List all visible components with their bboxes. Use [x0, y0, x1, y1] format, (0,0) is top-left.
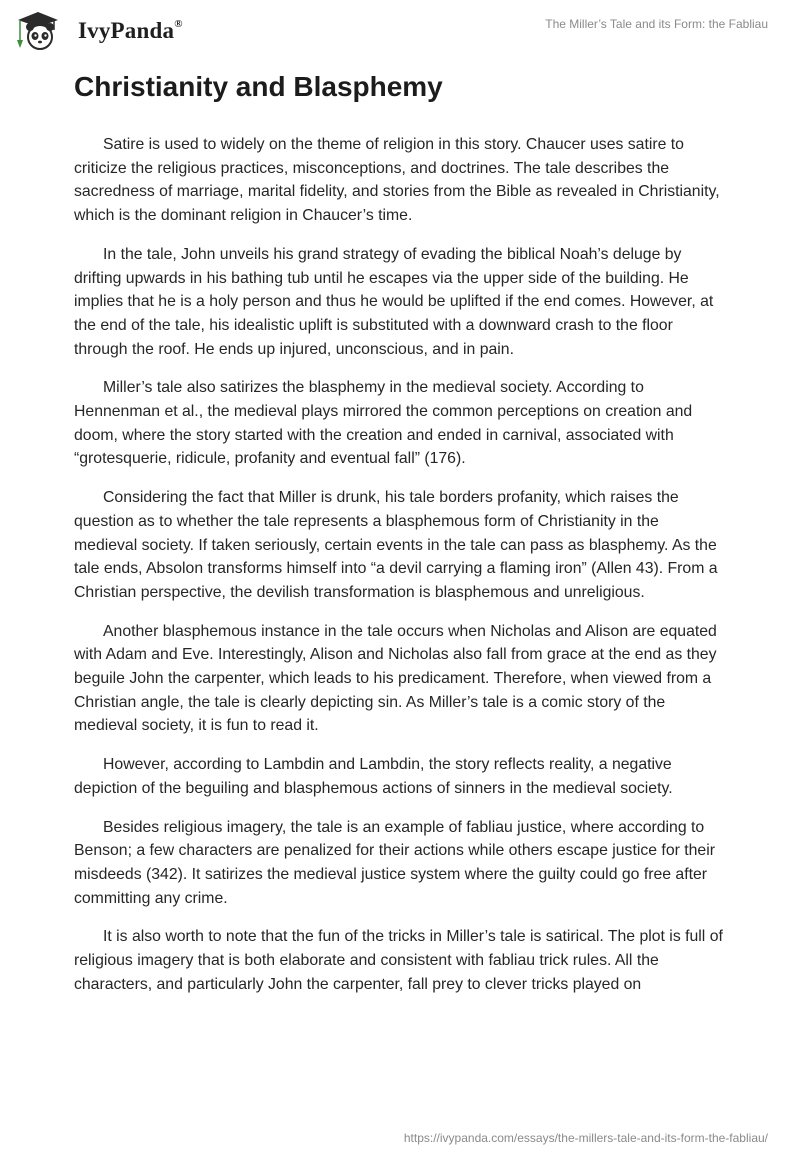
brand-name: IvyPanda®	[78, 18, 183, 43]
paragraph: Satire is used to widely on the theme of religion in this story. Chaucer uses satire to criticize the religious practices, misconceptions, and doctrines. The tale describes the sacredness of marriage, marital fidelity, and stories from the Bible as revealed in Christianity, which is the dominant religion in Chaucer’s time.	[74, 136, 720, 225]
source-url[interactable]: https://ivypanda.com/essays/the-millers-tale-and-its-form-the-fabliau/	[403, 1131, 768, 1145]
paragraph: It is also worth to note that the fun of the tricks in Miller’s tale is satirical. The plot is full of religious imagery that is both elaborate and consistent with fabliau trick rules. All the characters, and particularly John the carpenter, fall prey to clever tricks played on	[74, 928, 723, 993]
paragraph: Considering the fact that Miller is drunk, his tale borders profanity, which raises the question as to whether the tale represents a blasphemous form of Christianity in the medieval society. If taken seriously, certain events in the tale can pass as blasphemy. As the tale ends, Absolon transforms himself into “a devil carrying a flaming iron” (Allen 43). From a Christian perspective, the devilish transformation is blasphemous and unreligious.	[74, 489, 718, 601]
panda-graduate-icon	[14, 10, 72, 52]
paragraph: However, according to Lambdin and Lambdin, the story reflects reality, a negative depiction of the beguiling and blasphemous actions of sinners in the medieval society.	[74, 756, 673, 797]
registered-mark: ®	[174, 18, 183, 31]
paragraph: Miller’s tale also satirizes the blasphemy in the medieval society. According to Hennenman et al., the medieval plays mirrored the common perceptions on creation and doom, where the story started with the creation and ended in carnival, associated with “grotesquerie, ridicule, profanity and eventual fall” (176).	[74, 379, 693, 468]
paragraph: In the tale, John unveils his grand strategy of evading the biblical Noah’s deluge by drifting upwards in his bathing tub until he escapes via the upper side of the building. He implies that he is a holy person and thus he would be uplifted if the end comes. However, at the end of the tale, his idealistic uplift is substituted with a downward crash to the floor through the roof. He ends up injured, unconscious, and in pain.	[74, 245, 714, 358]
page-header	[0, 0, 800, 60]
section-heading: Christianity and Blasphemy	[74, 71, 443, 102]
paragraph: Another blasphemous instance in the tale occurs when Nicholas and Alison are equated with Adam and Eve. Interestingly, Alison and Nicholas also fall from grace at the end as they beguile John the carpenter, which leads to his predicament. Therefore, when viewed from a Christian angle, the tale is clearly depicting sin. As Miller’s tale is a comic story of the medieval society, it is fun to read it.	[74, 622, 717, 735]
document-title: The Miller’s Tale and its Form: the Fabliau	[545, 17, 768, 31]
article-body	[74, 133, 724, 1012]
ivypanda-logo[interactable]	[14, 10, 183, 52]
paragraph: Besides religious imagery, the tale is an example of fabliau justice, where according to Benson; a few characters are penalized for their actions while others escape justice for their misdeeds (342). It satirizes the medieval justice system where the guilty could go free after committing any crime.	[74, 818, 715, 907]
